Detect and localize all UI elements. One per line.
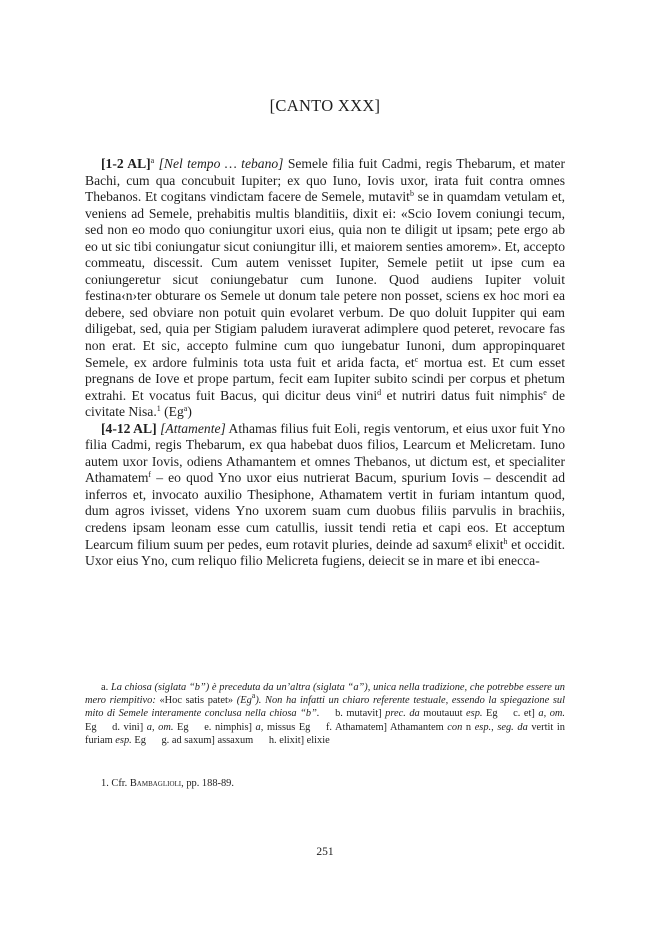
- apparatus-marker: c: [414, 354, 419, 364]
- apparatus-marker: a: [150, 156, 155, 165]
- page-number: 251: [316, 846, 334, 858]
- author-name: Bambaglioli: [129, 778, 182, 789]
- apparatus-marker: b: [409, 189, 414, 199]
- lemma: [Attamente]: [160, 420, 226, 436]
- verse-reference: [1-2 AL]: [101, 156, 151, 171]
- critical-apparatus: a. La chiosa (siglata “b”) è preceduta da un’altra (siglata “a”), unica nella tradizione, che potrebbe essere un mero riempitivo: «Hoc satis patet» (Eg$^a$). Non ha infatti un chiaro referente testuale, essendo la spiegazione sul mito di Semele interamente conclusa nella chiosa “b”. b. mutavit] prec. da moutauut esp. Eg c. et] a, om. Eg d. vini] a, om. Eg e. nimphis] a, missus Eg f. Athamatem] Athamantem con n esp., seg. da vertit in furiam esp. Eg g. ad saxum] assaxum h. elixit] elixie: [85, 682, 566, 746]
- footnote: 1. Cfr. Bambaglioli, pp. 188-89.: [101, 778, 234, 789]
- apparatus-marker: d: [377, 387, 382, 397]
- gloss-athamas: [4-12 AL] [Attamente] Athamas filius fuit Eoli, regis ventorum, et eius uxor fuit Yno filia Cadmi, regis Thebarum, ex qua habebat duos filios, Learcum et Melicretam. Iuno autem uxor Iovis, odiens Athamantem et omnes Thebanos, ut dictum est, et specialiter Athamatem$^f$ – eo quod Yno uxor eius nutrierat Bacum, spurium Iovis – descendit ad inferros et, invocato auxilio Thesiphone, Athamatem vertit in furiam intantum quod, dum agros ivisset, videns Yno uxorem suam cum duobus filiis parvulis in brachiis, credens ipsam leonam esse cum catullis, iussit tendi retia et capi eos. Et acceptum Learcum filium suum per pedes, eum rotavit pluries, deinde ad saxum$^g$ elixit$^h$ et occidit. Uxor eius Yno, cum reliquo filio Melicreta fugiens, deiecit se in mare et ibi enecca-: [85, 420, 565, 569]
- gloss-semele: [1-2 AL]$^a$ [Nel tempo … tebano] Semele filia fuit Cadmi, regis Thebarum, et mater Bachi, cum qua concubuit Iupiter; ex quo Iuno, Iovis uxor, irata fuit contra omnes Thebanos. Et cogitans vindictam facere de Semele, mutavit$^b$ se in quamdam vetulam et, veniens ad Semele, prehabitis multis blanditiis, dixit ei: «Scio Iovem coniungi tecum, sed non eo modo quo coniungitur uxori eius, quia non te diligit ut ipsam; pete ergo ab eo ut sic tibi coniungatur sicut coniungitur illi, et maiorem senties amorem». Et, accepto commeatu, discessit. Cum autem venisset Iupiter, Semele petiit ut ipse cum ea coniungeretur sicut coniungebatur cum Iunone. Quod audiens Iupiter voluit festina‹n›ter obturare os Semele ut donum tale petere non posset, sciens ex hoc mori ea debere, sed obviare non potuit quin evolaret verbum. De quo doluit Iuppiter qui eam diligebat, sed, quia per Stigiam paludem iuraverat adimplere quod peteret, revocare fas non erat. Et sic, accepto fulmine cum quo iungebatur Iunoni, dum appropinquaret Semele, ex ardore fulminis tota usta fuit et arida facta, $et^c$ mortua est. Et cum esset pregnans de Iove et prope partum, fecit eam Iupiter subito scindi per corpus et phetum extrahi. Et vocatus fuit Bacus, qui dicitur deus vini$^d$ et nutriri datus fuit nimphis$^e$ de civitate Nisa.$^1$ (Eg$^a$): [85, 156, 565, 420]
- siglum-superscript: a: [183, 404, 188, 414]
- lemma: [Nel tempo … tebano]: [158, 156, 284, 171]
- apparatus-marker: g: [467, 536, 472, 546]
- footnote-marker: 1: [156, 404, 161, 414]
- apparatus-marker: h: [503, 536, 508, 546]
- verse-reference: [4-12 AL]: [101, 420, 157, 436]
- canto-heading: [CANTO XXX]: [269, 96, 381, 115]
- commentary-text: [85, 156, 565, 570]
- apparatus-marker: e: [543, 387, 547, 397]
- apparatus-marker: f: [148, 470, 152, 480]
